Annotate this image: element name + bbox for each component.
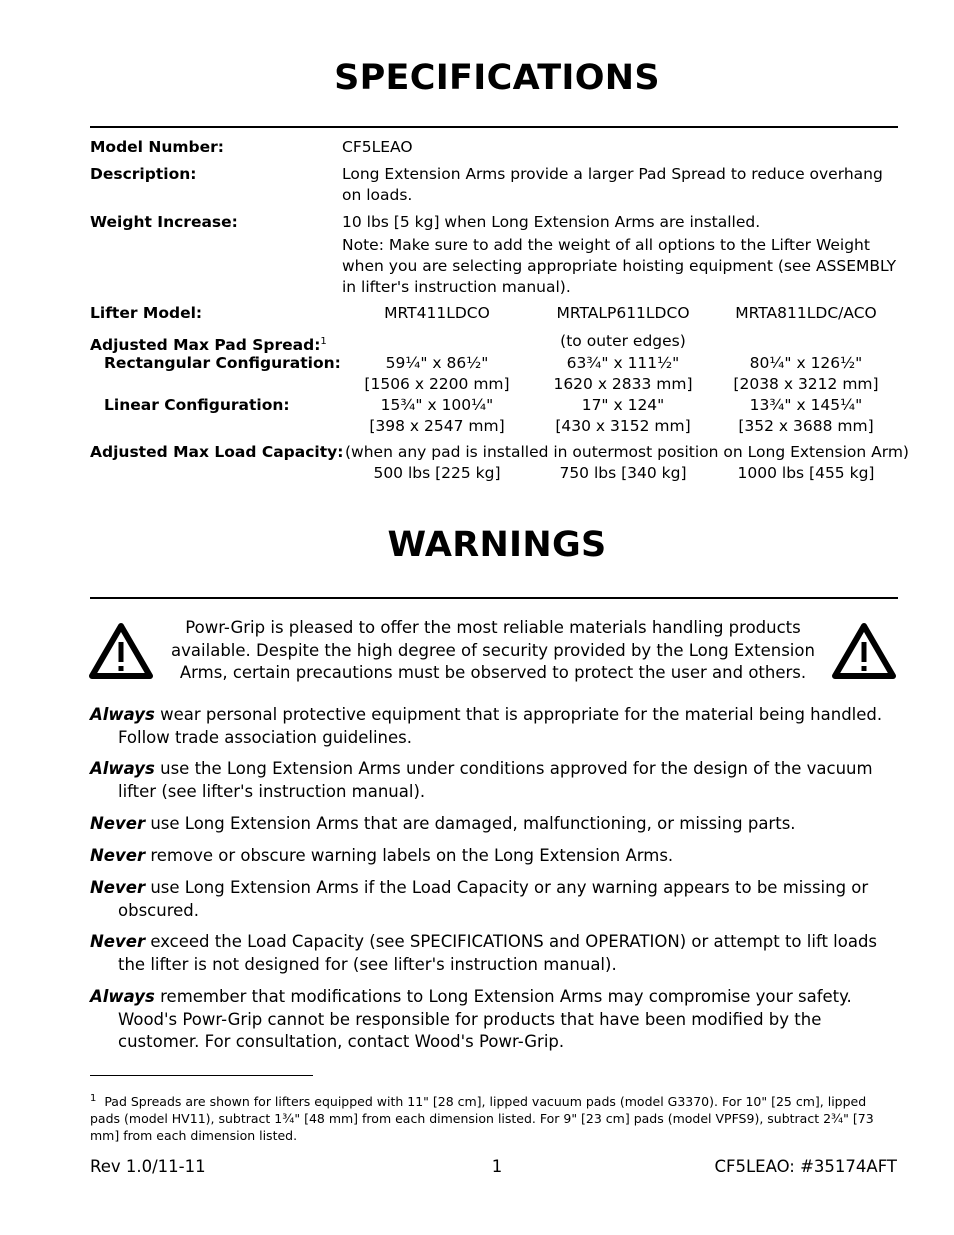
warning-item [90, 877, 898, 922]
warning-triangle-icon [831, 622, 897, 680]
linear-in-3: 13¾" x 145¼" [749, 396, 863, 414]
warning-item [90, 931, 898, 976]
specifications-title: SPECIFICATIONS [334, 58, 660, 98]
warning-text: exceed the Load Capacity (see SPECIFICATIONS and OPERATION) or attempt to lift loads the lifter is not designed for (see lifter's instruction manual). [118, 932, 878, 974]
warning-lead: Always [90, 759, 155, 778]
footnote-ref: 1 [320, 336, 327, 347]
warning-lead: Never [90, 878, 146, 897]
footer-revision: Rev 1.0/11-11 [90, 1157, 206, 1176]
warning-text: wear personal protective equipment that is appropriate for the material being handled. Follow trade association guidelines. [118, 705, 883, 747]
weight-increase-value: 10 lbs [5 kg] when Long Extension Arms are installed. [342, 213, 761, 231]
footnote-mark: 1 [90, 1093, 97, 1104]
rect-mm-3: [2038 x 3212 mm] [733, 375, 879, 393]
footnote-rule [90, 1075, 313, 1076]
warning-lead: Never [90, 814, 146, 833]
description-label: Description: [90, 165, 197, 183]
warning-item [90, 845, 898, 868]
rect-in-2: 63¾" x 111½" [566, 354, 680, 372]
weight-note: Note: Make sure to add the weight of all options to the Lifter Weight when you are selecting appropriate hoisting equipment (see ASSEMBLY in lifter's instruction manual). [342, 236, 897, 296]
model-number-label: Model Number: [90, 138, 224, 156]
rectangular-config-label: Rectangular Configuration: [104, 354, 341, 372]
load-capacity-label: Adjusted Max Load Capacity: [90, 443, 344, 461]
warning-item [90, 758, 898, 803]
rect-in-3: 80¼" x 126½" [749, 354, 863, 372]
model-number-value: CF5LEAO [342, 138, 413, 156]
load-value-1: 500 lbs [225 kg] [373, 464, 501, 482]
linear-mm-3: [352 x 3688 mm] [738, 417, 874, 435]
weight-increase-label: Weight Increase: [90, 213, 238, 231]
title-rule [90, 126, 898, 128]
lifter-model-label: Lifter Model: [90, 304, 203, 322]
lifter-model-1: MRT411LDCO [384, 304, 490, 322]
warning-lead: Always [90, 987, 155, 1006]
lifter-model-3: MRTA811LDC/ACO [735, 304, 877, 322]
pad-spread-note: (to outer edges) [560, 332, 686, 350]
rect-mm-2: 1620 x 2833 mm] [553, 375, 693, 393]
load-value-3: 1000 lbs [455 kg] [737, 464, 875, 482]
linear-mm-1: [398 x 2547 mm] [369, 417, 505, 435]
footnote-text: Pad Spreads are shown for lifters equipped with 11" [28 cm], lipped vacuum pads (model G3370). For 10" [25 cm], lipped pads (model HV11), subtract 1¾" [48 mm] from each dimension listed. For 9" [23 cm] pads (model VPFS9), subtract 2¾" [73 mm] from each dimension listed. [90, 1094, 874, 1144]
warning-text: remember that modifications to Long Extension Arms may compromise your safety. Wood's Powr-Grip cannot be responsible for products that have been modified by the customer. For consultation, contact Wood's Powr-Grip. [118, 987, 852, 1051]
description-value: Long Extension Arms provide a larger Pad Spread to reduce overhang on loads. [342, 165, 883, 204]
warnings-title: WARNINGS [387, 525, 607, 565]
warning-text: use the Long Extension Arms under conditions approved for the design of the vacuum lifter (see lifter's instruction manual). [118, 759, 873, 801]
warning-text: remove or obscure warning labels on the Long Extension Arms. [145, 846, 674, 865]
warning-lead: Always [90, 705, 155, 724]
warning-text: use Long Extension Arms if the Load Capacity or any warning appears to be missing or obscured. [118, 878, 869, 920]
rect-mm-1: [1506 x 2200 mm] [364, 375, 510, 393]
warning-triangle-icon [88, 622, 154, 680]
warnings-intro: Powr-Grip is pleased to offer the most reliable materials handling products available. Despite the high degree of security provided by the Long Extension Arms, certain precautions must be observed to protect the user and others. [171, 618, 815, 682]
warning-text: use Long Extension Arms that are damaged, malfunctioning, or missing parts. [145, 814, 796, 833]
linear-config-label: Linear Configuration: [104, 396, 290, 414]
pad-spread-label-text: Adjusted Max Pad Spread: [90, 336, 321, 355]
rect-in-1: 59¼" x 86½" [385, 354, 489, 372]
warning-item [90, 986, 898, 1054]
warning-lead: Never [90, 846, 146, 865]
linear-in-1: 15¾" x 100¼" [380, 396, 494, 414]
lifter-model-2: MRTALP611LDCO [556, 304, 690, 322]
warning-item [90, 704, 898, 749]
load-capacity-note: (when any pad is installed in outermost position on Long Extension Arm) [345, 443, 909, 461]
linear-in-2: 17" x 124" [581, 396, 665, 414]
footnote [90, 1090, 890, 1144]
warnings-rule [90, 597, 898, 599]
page-number: 1 [491, 1157, 503, 1176]
footer-doc-id: CF5LEAO: #35174AFT [714, 1157, 897, 1176]
linear-mm-2: [430 x 3152 mm] [555, 417, 691, 435]
warning-lead: Never [90, 932, 146, 951]
warning-item [90, 813, 898, 836]
load-value-2: 750 lbs [340 kg] [559, 464, 687, 482]
